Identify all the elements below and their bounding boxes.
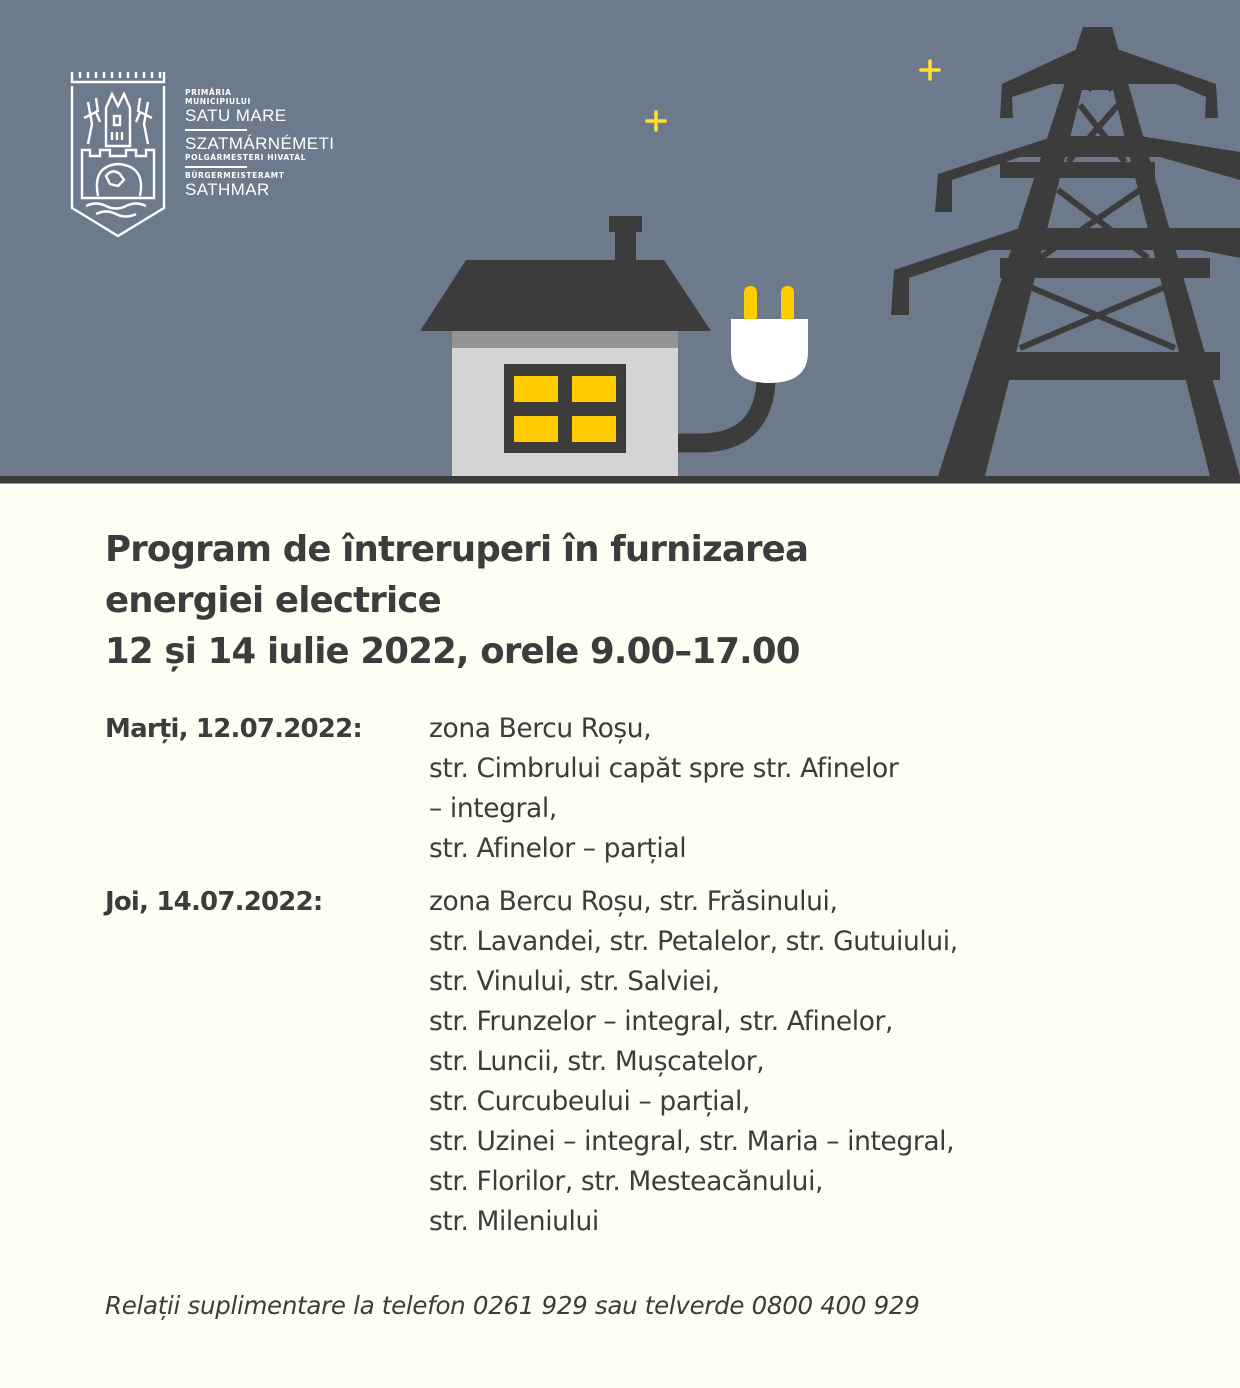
street-line: str. Florilor, str. Mesteacănului,	[429, 1166, 824, 1197]
sparkle-icon	[921, 61, 939, 79]
street-line: zona Bercu Roșu,	[429, 713, 652, 744]
logo-divider	[185, 166, 247, 168]
day-label: Joi, 14.07.2022:	[105, 887, 323, 917]
plug-icon	[678, 286, 808, 443]
street-line: str. Mileniului	[429, 1206, 599, 1237]
logo-text	[185, 88, 334, 199]
street-line: str. Vinului, str. Salviei,	[429, 966, 720, 997]
power-tower-icon	[891, 27, 1240, 476]
logo-divider	[185, 129, 247, 131]
logo-sub-hu: POLGÁRMESTERI HIVATAL	[185, 153, 307, 162]
title-line: 12 și 14 iulie 2022, orele 9.00–17.00	[105, 631, 800, 672]
day-streets	[429, 882, 1165, 1242]
city-crest-icon	[70, 68, 166, 238]
street-line: str. Frunzelor – integral, str. Afinelor,	[429, 1006, 894, 1037]
sparkle-icon	[647, 112, 665, 130]
title-line: Program de întreruperi în furnizarea	[105, 529, 809, 570]
header-divider-highlight	[0, 483, 1240, 484]
notice-content	[105, 524, 1165, 677]
logo-line1: PRIMĂRIA	[185, 88, 232, 97]
street-line: str. Uzinei – integral, str. Maria – integral,	[429, 1126, 955, 1157]
street-line: str. Lavandei, str. Petalelor, str. Gutuiului,	[429, 926, 958, 957]
contact-note: Relații suplimentare la telefon 0261 929 sau telverde 0800 400 929	[105, 1291, 920, 1320]
title-line: energiei electrice	[105, 580, 441, 621]
logo-name-de: SATHMAR	[185, 180, 270, 199]
notice-title	[105, 524, 1165, 677]
logo-name-ro: SATU MARE	[185, 106, 287, 125]
city-hall-logo	[70, 68, 370, 240]
schedule-day	[105, 882, 1165, 1242]
street-line: – integral,	[429, 793, 557, 824]
day-label: Marți, 12.07.2022:	[105, 714, 362, 744]
street-line: str. Afinelor – parțial	[429, 833, 687, 864]
house-icon	[420, 216, 711, 476]
outage-schedule	[105, 709, 1165, 1242]
logo-name-hu: SZATMÁRNÉMETI	[185, 134, 335, 153]
street-line: zona Bercu Roșu, str. Frăsinului,	[429, 886, 838, 917]
schedule-day	[105, 709, 1165, 869]
street-line: str. Cimbrului capăt spre str. Afinelor	[429, 753, 899, 784]
header-divider	[0, 476, 1240, 483]
street-line: str. Curcubeului – parțial,	[429, 1086, 750, 1117]
logo-sub-de: BÜRGERMEISTERAMT	[185, 171, 285, 180]
logo-line2: MUNICIPIULUI	[185, 97, 251, 106]
street-line: str. Luncii, str. Mușcatelor,	[429, 1046, 765, 1077]
day-streets	[429, 709, 1165, 869]
